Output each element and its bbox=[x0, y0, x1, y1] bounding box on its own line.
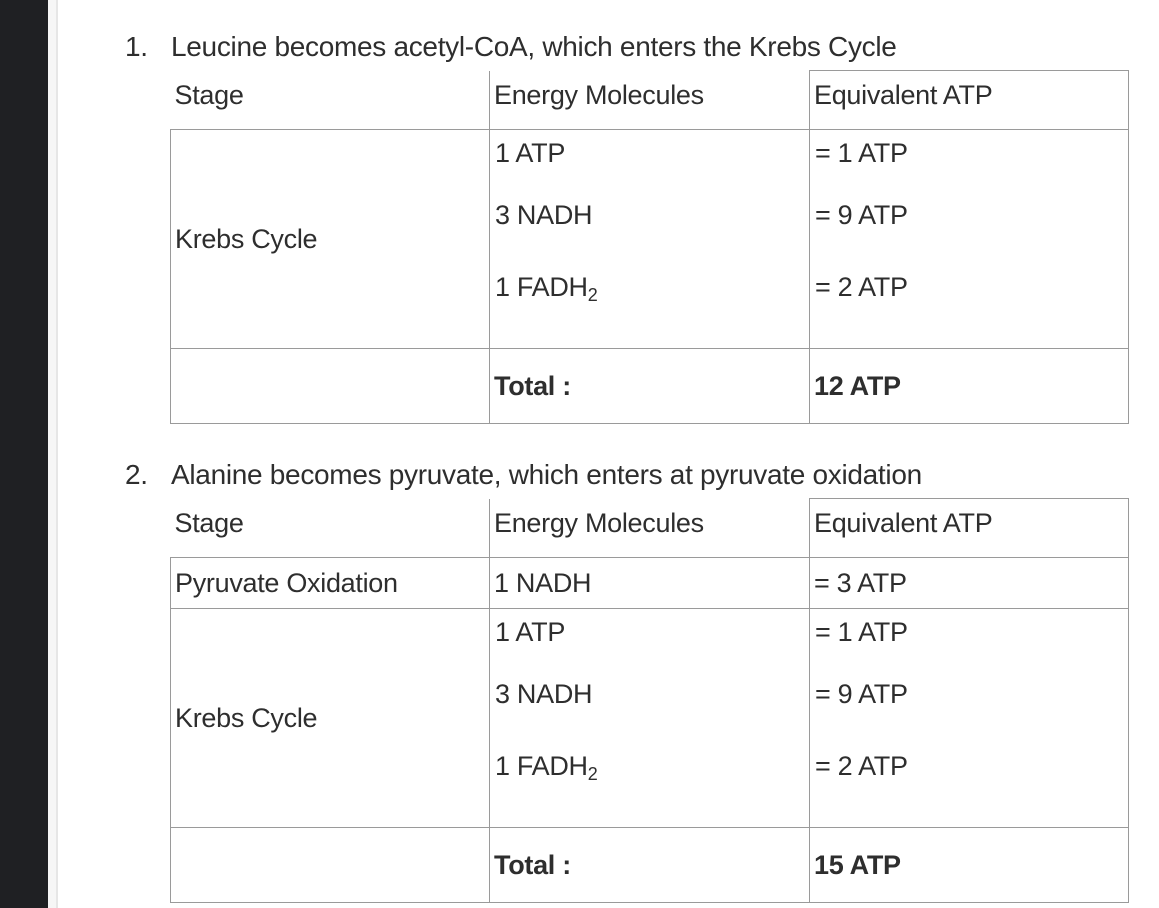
atp-value-1: = 1 ATP bbox=[815, 138, 908, 168]
table-header-row bbox=[171, 499, 1129, 558]
section-2-title: Alanine becomes pyruvate, which enters at pyruvate oxidation bbox=[171, 459, 922, 490]
table-row bbox=[171, 130, 1129, 349]
atp-value-2: = 9 ATP bbox=[815, 679, 908, 709]
molecule-fadh2 bbox=[490, 264, 809, 344]
section-1-heading bbox=[125, 30, 897, 64]
total-value: 15 ATP bbox=[810, 828, 1129, 903]
total-empty-cell bbox=[171, 349, 490, 424]
krebs-atp-cell bbox=[810, 130, 1129, 349]
header-equivalent-atp: Equivalent ATP bbox=[810, 499, 1129, 558]
section-2-heading bbox=[125, 458, 922, 492]
total-row bbox=[171, 349, 1129, 424]
molecule-fadh-text: 1 FADH bbox=[495, 751, 588, 781]
header-equivalent-atp: Equivalent ATP bbox=[810, 71, 1129, 130]
atp-value-3: = 2 ATP bbox=[815, 272, 908, 302]
section-1-title: Leucine becomes acetyl-CoA, which enters the Krebs Cycle bbox=[171, 31, 897, 62]
krebs-molecules-cell bbox=[490, 130, 810, 349]
krebs-molecules-cell bbox=[490, 609, 810, 828]
header-stage: Stage bbox=[171, 499, 490, 558]
table-row bbox=[171, 609, 1129, 828]
section-2-number: 2. bbox=[125, 459, 148, 490]
total-row bbox=[171, 828, 1129, 903]
molecule-nadh: 3 NADH bbox=[495, 679, 593, 709]
molecule-fadh2 bbox=[490, 743, 809, 823]
atp-value-3: = 2 ATP bbox=[815, 751, 908, 781]
total-label: Total : bbox=[490, 349, 810, 424]
pyruvate-oxidation-stage: Pyruvate Oxidation bbox=[171, 558, 490, 609]
left-gutter bbox=[48, 0, 56, 908]
molecule-fadh-text: 1 FADH bbox=[495, 272, 588, 302]
pyruvate-molecule: 1 NADH bbox=[490, 558, 810, 609]
total-label: Total : bbox=[490, 828, 810, 903]
total-value: 12 ATP bbox=[810, 349, 1129, 424]
atp-value-1: = 1 ATP bbox=[815, 617, 908, 647]
section-1-number: 1. bbox=[125, 31, 148, 62]
pyruvate-atp: = 3 ATP bbox=[810, 558, 1129, 609]
header-stage: Stage bbox=[171, 71, 490, 130]
leucine-atp-table bbox=[170, 70, 1129, 424]
krebs-cycle-stage: Krebs Cycle bbox=[171, 609, 490, 828]
atp-value-2: = 9 ATP bbox=[815, 200, 908, 230]
table-row bbox=[171, 558, 1129, 609]
molecule-nadh: 3 NADH bbox=[495, 200, 593, 230]
content-border-line bbox=[56, 0, 58, 908]
header-energy-molecules: Energy Molecules bbox=[490, 499, 810, 558]
fadh-subscript: 2 bbox=[587, 764, 598, 784]
krebs-atp-cell bbox=[810, 609, 1129, 828]
molecule-atp: 1 ATP bbox=[495, 138, 566, 168]
alanine-atp-table bbox=[170, 498, 1129, 903]
molecule-atp: 1 ATP bbox=[495, 617, 566, 647]
left-sidebar-strip bbox=[0, 0, 48, 908]
table-header-row bbox=[171, 71, 1129, 130]
header-energy-molecules: Energy Molecules bbox=[490, 71, 810, 130]
krebs-cycle-stage: Krebs Cycle bbox=[171, 130, 490, 349]
fadh-subscript: 2 bbox=[587, 285, 598, 305]
total-empty-cell bbox=[171, 828, 490, 903]
